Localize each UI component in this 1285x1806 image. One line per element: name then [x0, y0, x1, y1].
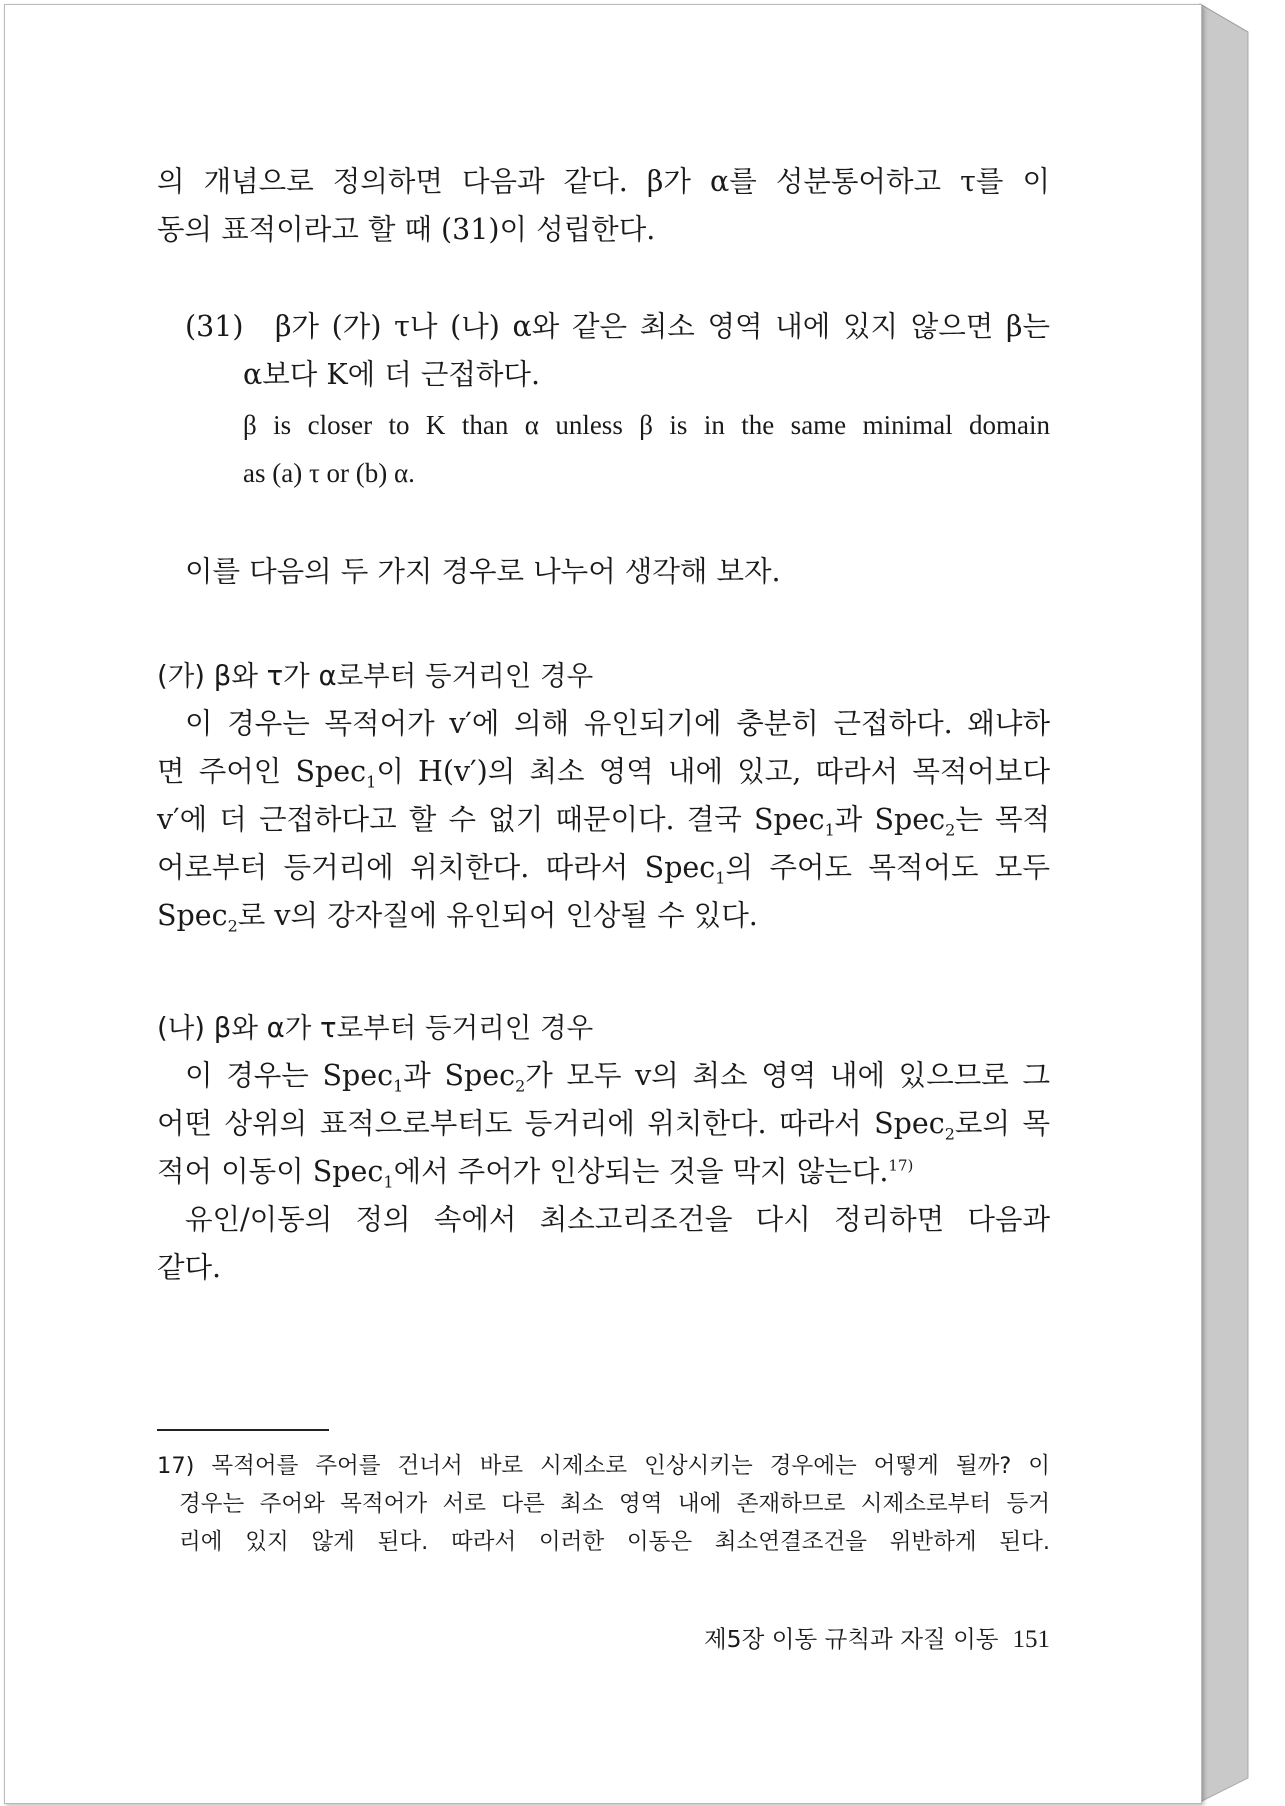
footnote-line: 리에 있지 않게 된다. 따라서 이러한 이동은 최소연결조건을 위반하게 된다. [179, 1529, 1050, 1555]
text-line: 유인/이동의 정의 속에서 최소고리조건을 다시 정리하면 다음과 [185, 1203, 1050, 1236]
section-b [157, 1004, 1050, 1292]
text-line: 어로부터 등거리에 위치한다. 따라서 Spec$_1$의 주어도 목적어도 모두 [157, 851, 1050, 888]
footnote-line: 17) 목적어를 주어를 건너서 바로 시제소로 인상시키는 경우에는 어떻게 될까? 이 [157, 1453, 1050, 1479]
example-english-line: as (a) τ or (b) α. [243, 458, 415, 488]
text-line: v′에 더 근접하다고 할 수 없기 때문이다. 결국 Spec$_1$과 Spec$_2$는 목적 [157, 803, 1051, 840]
text-line: 같다. [157, 1251, 222, 1284]
text-line: 적어 이동이 Spec$_1$에서 주어가 인상되는 것을 막지 않는다.$^{17)}$ [157, 1155, 914, 1192]
text-line: 이를 다음의 두 가지 경우로 나누어 생각해 보자. [185, 555, 781, 588]
text-line: Spec$_2$로 v의 강자질에 유인되어 인상될 수 있다. [157, 899, 758, 936]
example-korean-text: β가 (가) τ나 (나) α와 같은 최소 영역 내에 있지 않으면 β는 [275, 310, 1050, 343]
paragraph-intro [157, 158, 1050, 254]
section-a [157, 652, 1050, 940]
example-31 [157, 303, 1050, 497]
example-korean-line: α보다 K에 더 근접하다. [243, 358, 541, 391]
text-line: 이 경우는 Spec$_1$과 Spec$_2$가 모두 v의 최소 영역 내에 있으므로 그 [185, 1059, 1051, 1096]
text-line: 동의 표적이라고 할 때 (31)이 성립한다. [157, 213, 656, 246]
footnote-17 [157, 1447, 1050, 1561]
footnote-ref-17: 17) [888, 1156, 914, 1175]
text-line: 의 개념으로 정의하면 다음과 같다. β가 α를 성분통어하고 τ를 이 [157, 165, 1050, 198]
text-line: 면 주어인 Spec$_1$이 H(v′)의 최소 영역 내에 있고, 따라서 목적어보다 [157, 755, 1050, 792]
section-heading: (가) β와 τ가 α로부터 등거리인 경우 [157, 660, 594, 692]
example-korean-line [157, 303, 1050, 351]
footnote-line: 경우는 주어와 목적어가 서로 다른 최소 영역 내에 존재하므로 시제소로부터 등거 [179, 1491, 1050, 1517]
example-number: (31) [185, 310, 244, 343]
text-line: 이 경우는 목적어가 v′에 의해 유인되기에 충분히 근접하다. 왜냐하 [185, 707, 1050, 740]
chapter-title: 제5장 이동 규칙과 자질 이동 [703, 1625, 999, 1653]
page-number: 151 [1012, 1626, 1050, 1653]
section-heading: (나) β와 α가 τ로부터 등거리인 경우 [157, 1012, 594, 1044]
example-english-line: β is closer to K than α unless β is in the same minimal domain [243, 410, 1050, 440]
text-line: 어떤 상위의 표적으로부터도 등거리에 위치한다. 따라서 Spec$_2$로의 목 [157, 1107, 1050, 1144]
running-footer [650, 1620, 1050, 1654]
paragraph-transition [157, 548, 1050, 596]
footnote-divider [157, 1429, 329, 1431]
